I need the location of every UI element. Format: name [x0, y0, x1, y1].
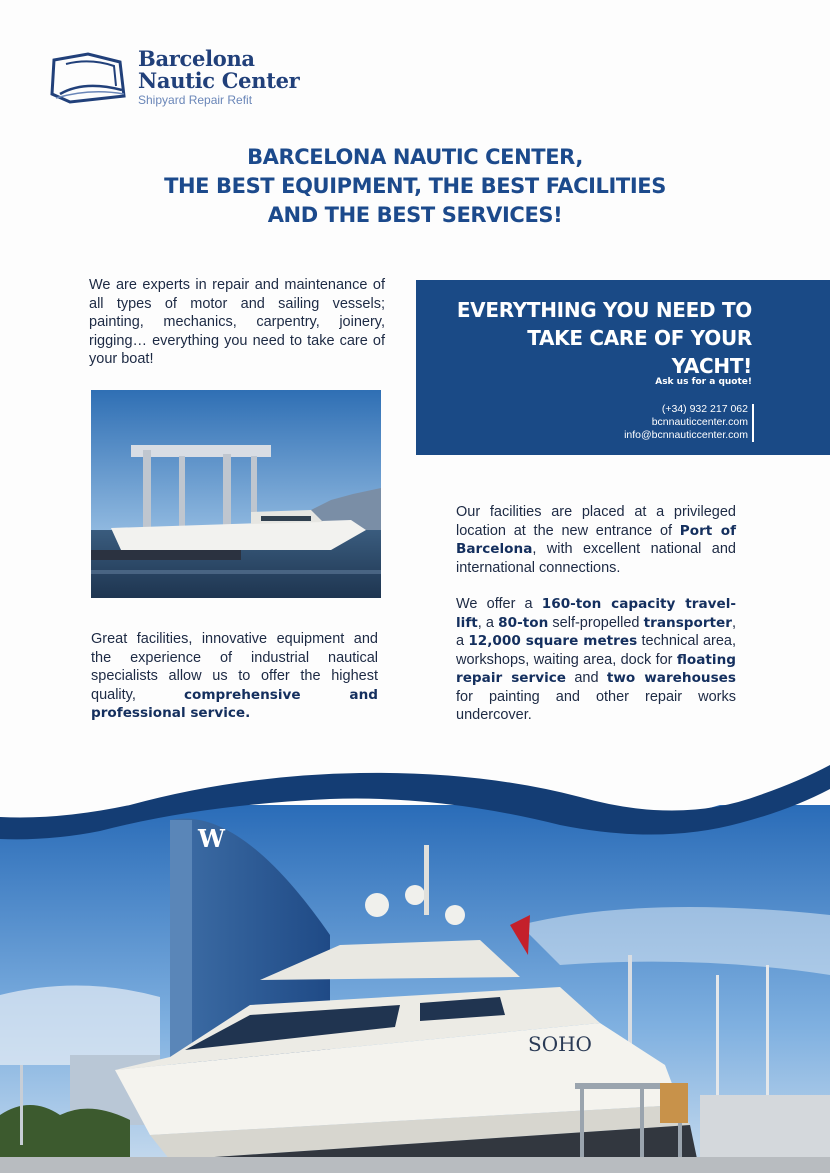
- location-bold: Port of Barcelona: [456, 522, 736, 557]
- contact-block: [624, 403, 748, 442]
- intro-paragraph: We are experts in repair and maintenance of all types of motor and sailing vessels; painting, mechanics, carpentry, joinery, rigging… everything you need to take care of your boat!: [89, 277, 385, 367]
- yacht-photo-section: [0, 765, 830, 1173]
- facilities-bold: comprehensive and professional service.: [91, 686, 378, 721]
- services-text-3: self-propelled: [548, 614, 644, 631]
- headline-line2: THE BEST EQUIPMENT, THE BEST FACILITIES: [164, 174, 666, 198]
- logo-name-line1: Barcelona: [138, 46, 255, 71]
- contact-web[interactable]: bcnnauticcenter.com: [651, 416, 748, 428]
- services-text-2: , a: [477, 614, 499, 631]
- location-text-1: Our facilities are placed at a privileged location at the new entrance of: [456, 504, 736, 539]
- services-bold-4: 12,000 square metres: [468, 633, 638, 649]
- headline-line3: AND THE BEST SERVICES!: [267, 203, 563, 227]
- logo-boat-icon: [50, 50, 126, 106]
- services-text-1: We offer a: [456, 596, 542, 612]
- services-bold-6: two warehouses: [606, 670, 736, 686]
- services-bold-5: floating repair service: [456, 651, 736, 686]
- logo-name-line2: Nautic Center: [138, 68, 300, 93]
- cta-title-line3: YACHT!: [671, 354, 752, 378]
- location-text-2: , with excellent national and international connections.: [456, 541, 736, 576]
- contact-email[interactable]: info@bcnnauticcenter.com: [624, 429, 748, 441]
- services-bold-1: 160-ton capacity travel-lift: [456, 596, 737, 631]
- cta-title: [457, 296, 752, 380]
- facilities-paragraph: [91, 630, 378, 723]
- services-paragraph: [456, 595, 736, 725]
- location-paragraph: [456, 503, 736, 577]
- contact-divider: [752, 404, 754, 442]
- cta-box: [416, 280, 830, 455]
- services-bold-2: 80-ton: [498, 614, 549, 631]
- logo-tagline: Shipyard Repair Refit: [138, 93, 253, 107]
- services-text-4: , a: [456, 614, 737, 649]
- headline-line1: BARCELONA NAUTIC CENTER,: [247, 145, 583, 169]
- contact-phone[interactable]: (+34) 932 217 062: [661, 403, 748, 415]
- services-text-6: and: [566, 670, 607, 686]
- services-bold-3: transporter: [643, 614, 732, 631]
- cta-quote: Ask us for a quote!: [655, 377, 752, 387]
- logo: [50, 48, 310, 110]
- page-headline: [0, 143, 830, 230]
- yacht-name: SOHO: [528, 1032, 592, 1056]
- facilities-text: Great facilities, innovative equipment and the experience of industrial nautical specialists allow us to offer the highest quality,: [91, 631, 378, 703]
- cta-title-line2: TAKE CARE OF YOUR: [527, 326, 752, 350]
- cta-title-line1: EVERYTHING YOU NEED TO: [456, 298, 752, 322]
- hotel-sign: W: [198, 824, 225, 853]
- services-text-7: for painting and other repair works undercover.: [456, 688, 736, 723]
- travel-lift-photo: [91, 390, 381, 598]
- services-text-5: technical area, workshops, waiting area, dock for: [456, 633, 736, 668]
